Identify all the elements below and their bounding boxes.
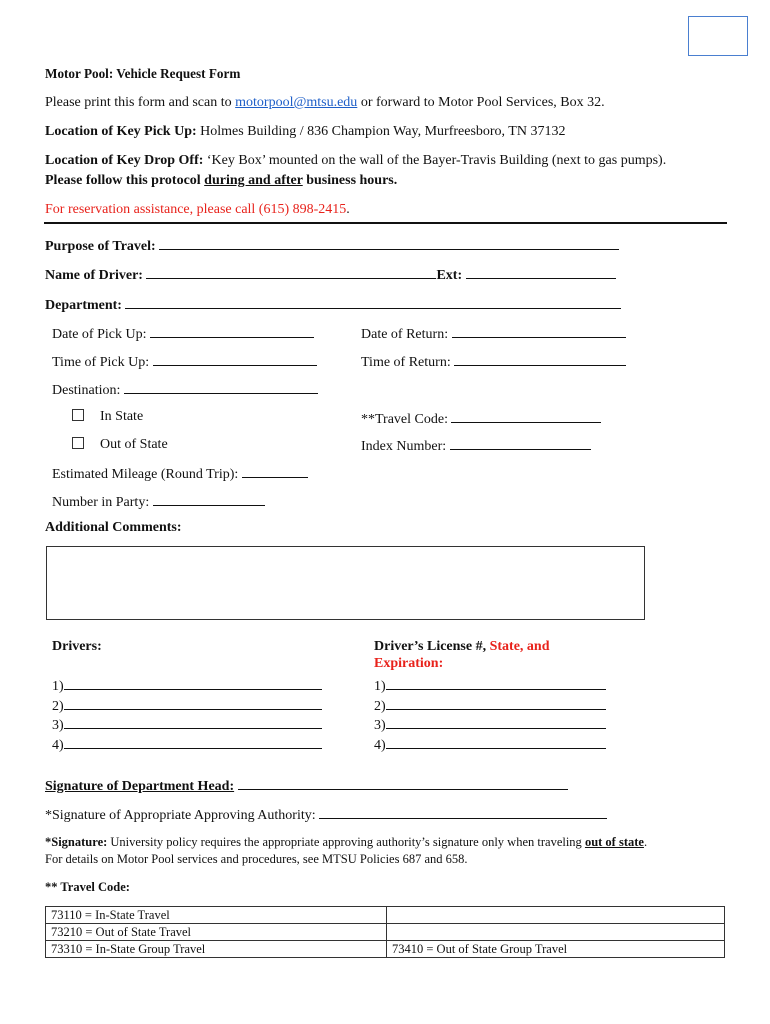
driver-field[interactable] bbox=[64, 735, 322, 749]
license-number: 1) bbox=[374, 679, 386, 694]
index-number-row bbox=[361, 436, 591, 455]
intro-line bbox=[45, 95, 605, 111]
dropoff-value: ‘Key Box’ mounted on the wall of the Bayer-Travis Building (next to gas pumps). bbox=[203, 153, 667, 168]
department-field[interactable] bbox=[125, 295, 621, 309]
driver-field[interactable] bbox=[64, 715, 322, 729]
driver-row bbox=[52, 696, 322, 716]
department-label: Department: bbox=[45, 298, 122, 313]
travel-code-field[interactable] bbox=[451, 409, 601, 423]
time-pickup-label: Time of Pick Up: bbox=[52, 355, 150, 370]
table-cell bbox=[387, 907, 725, 924]
protocol-suffix: business hours. bbox=[302, 173, 398, 188]
signature-note-emphasis: out of state bbox=[584, 835, 644, 849]
driver-row bbox=[52, 715, 322, 735]
date-return-field[interactable] bbox=[452, 324, 626, 338]
license-title-red: State, and bbox=[489, 639, 550, 654]
index-number-label: Index Number: bbox=[361, 439, 447, 454]
intro-prefix: Please print this form and scan to bbox=[45, 95, 236, 110]
driver-number: 4) bbox=[52, 737, 64, 753]
pickup-value: Holmes Building / 836 Champion Way, Murfreesboro, TN 37132 bbox=[196, 124, 566, 139]
table-row bbox=[46, 924, 725, 941]
party-field[interactable] bbox=[153, 492, 265, 506]
assistance-text: For reservation assistance, please call (615) 898-2415 bbox=[45, 202, 347, 217]
out-state-row bbox=[72, 437, 168, 453]
time-return-label: Time of Return: bbox=[361, 355, 451, 370]
date-pickup-label: Date of Pick Up: bbox=[52, 327, 147, 342]
table-row bbox=[46, 907, 725, 924]
time-pickup-row bbox=[52, 352, 317, 371]
driver-name-field[interactable] bbox=[146, 265, 436, 279]
approving-row bbox=[45, 805, 607, 824]
out-state-label: Out of State bbox=[100, 437, 168, 452]
license-title bbox=[374, 639, 550, 655]
dept-head-field[interactable] bbox=[238, 776, 568, 790]
dept-head-row bbox=[45, 776, 568, 795]
time-pickup-field[interactable] bbox=[153, 352, 317, 366]
drivers-title: Drivers: bbox=[52, 639, 102, 654]
pickup-label: Location of Key Pick Up: bbox=[45, 124, 197, 139]
license-list bbox=[374, 676, 606, 754]
destination-field[interactable] bbox=[124, 380, 318, 394]
table-cell bbox=[387, 924, 725, 941]
travel-code-label: **Travel Code: bbox=[361, 412, 448, 427]
license-title-expiration: Expiration: bbox=[374, 656, 444, 671]
driver-row bbox=[52, 676, 322, 696]
license-field[interactable] bbox=[386, 696, 606, 710]
time-return-field[interactable] bbox=[454, 352, 626, 366]
travel-code-table bbox=[45, 906, 725, 958]
license-title-black: Driver’s License #, bbox=[374, 639, 490, 654]
email-link[interactable]: motorpool@mtsu.edu bbox=[235, 95, 358, 110]
driver-name-row bbox=[45, 265, 616, 284]
driver-row bbox=[52, 735, 322, 755]
mileage-label: Estimated Mileage (Round Trip): bbox=[52, 467, 239, 482]
time-return-row bbox=[361, 352, 626, 371]
license-row bbox=[374, 676, 606, 696]
approving-label: *Signature of Appropriate Approving Authority: bbox=[45, 808, 316, 823]
out-state-checkbox[interactable] bbox=[72, 437, 84, 449]
travel-code-title: ** Travel Code: bbox=[45, 880, 130, 894]
license-field[interactable] bbox=[386, 676, 606, 690]
table-cell: 73210 = Out of State Travel bbox=[46, 924, 387, 941]
in-state-row bbox=[72, 409, 143, 425]
ext-field[interactable] bbox=[466, 265, 616, 279]
ext-label: Ext: bbox=[436, 268, 463, 283]
license-number: 3) bbox=[374, 718, 386, 733]
header-divider bbox=[44, 222, 727, 224]
driver-number: 1) bbox=[52, 679, 64, 694]
table-cell: 73310 = In-State Group Travel bbox=[46, 941, 387, 958]
purpose-label: Purpose of Travel: bbox=[45, 239, 156, 254]
date-return-row bbox=[361, 324, 626, 343]
corner-box bbox=[688, 16, 748, 56]
license-number: 2) bbox=[374, 698, 386, 714]
dropoff-label: Location of Key Drop Off: bbox=[45, 153, 204, 168]
table-row bbox=[46, 941, 725, 958]
index-number-field[interactable] bbox=[450, 436, 591, 450]
intro-suffix: or forward to Motor Pool Services, Box 32. bbox=[357, 95, 605, 110]
destination-row bbox=[52, 380, 318, 399]
comments-box[interactable] bbox=[46, 546, 645, 620]
party-label: Number in Party: bbox=[52, 495, 150, 510]
license-row bbox=[374, 735, 606, 755]
dropoff-line bbox=[45, 153, 666, 169]
license-field[interactable] bbox=[386, 715, 606, 729]
mileage-row bbox=[52, 464, 308, 483]
mileage-field[interactable] bbox=[242, 464, 308, 478]
assistance-end: . bbox=[346, 202, 350, 217]
date-pickup-row bbox=[52, 324, 314, 343]
protocol-line bbox=[45, 173, 397, 189]
department-row bbox=[45, 295, 621, 314]
purpose-row bbox=[45, 236, 619, 255]
driver-number: 2) bbox=[52, 698, 64, 714]
destination-label: Destination: bbox=[52, 383, 121, 398]
drivers-list bbox=[52, 676, 322, 754]
party-row bbox=[52, 492, 265, 511]
date-pickup-field[interactable] bbox=[150, 324, 314, 338]
policy-details: For details on Motor Pool services and procedures, see MTSU Policies 687 and 658. bbox=[45, 852, 468, 866]
license-row bbox=[374, 696, 606, 716]
dept-head-label: Signature of Department Head: bbox=[45, 779, 235, 794]
license-number: 4) bbox=[374, 737, 386, 753]
signature-note-text: University policy requires the appropriate approving authority’s signature only when traveling bbox=[107, 835, 585, 849]
table-cell: 73110 = In-State Travel bbox=[46, 907, 387, 924]
license-field[interactable] bbox=[386, 735, 606, 749]
travel-code-row bbox=[361, 409, 601, 428]
license-row bbox=[374, 715, 606, 735]
in-state-checkbox[interactable] bbox=[72, 409, 84, 421]
comments-label: Additional Comments: bbox=[45, 520, 182, 535]
approving-field[interactable] bbox=[319, 805, 607, 819]
form-title: Motor Pool: Vehicle Request Form bbox=[45, 66, 241, 81]
signature-note-label: *Signature: bbox=[45, 835, 108, 849]
table-cell: 73410 = Out of State Group Travel bbox=[387, 941, 725, 958]
protocol-prefix: Please follow this protocol bbox=[45, 173, 205, 188]
driver-number: 3) bbox=[52, 718, 64, 733]
signature-note-end: . bbox=[643, 835, 648, 849]
driver-name-label: Name of Driver: bbox=[45, 268, 143, 283]
in-state-label: In State bbox=[100, 409, 144, 424]
driver-field[interactable] bbox=[64, 696, 322, 710]
assistance-line bbox=[45, 202, 350, 218]
signature-note bbox=[45, 835, 647, 850]
protocol-emphasis: during and after bbox=[204, 173, 303, 188]
pickup-line bbox=[45, 124, 565, 140]
driver-field[interactable] bbox=[64, 676, 322, 690]
date-return-label: Date of Return: bbox=[361, 327, 449, 342]
purpose-field[interactable] bbox=[159, 236, 619, 250]
